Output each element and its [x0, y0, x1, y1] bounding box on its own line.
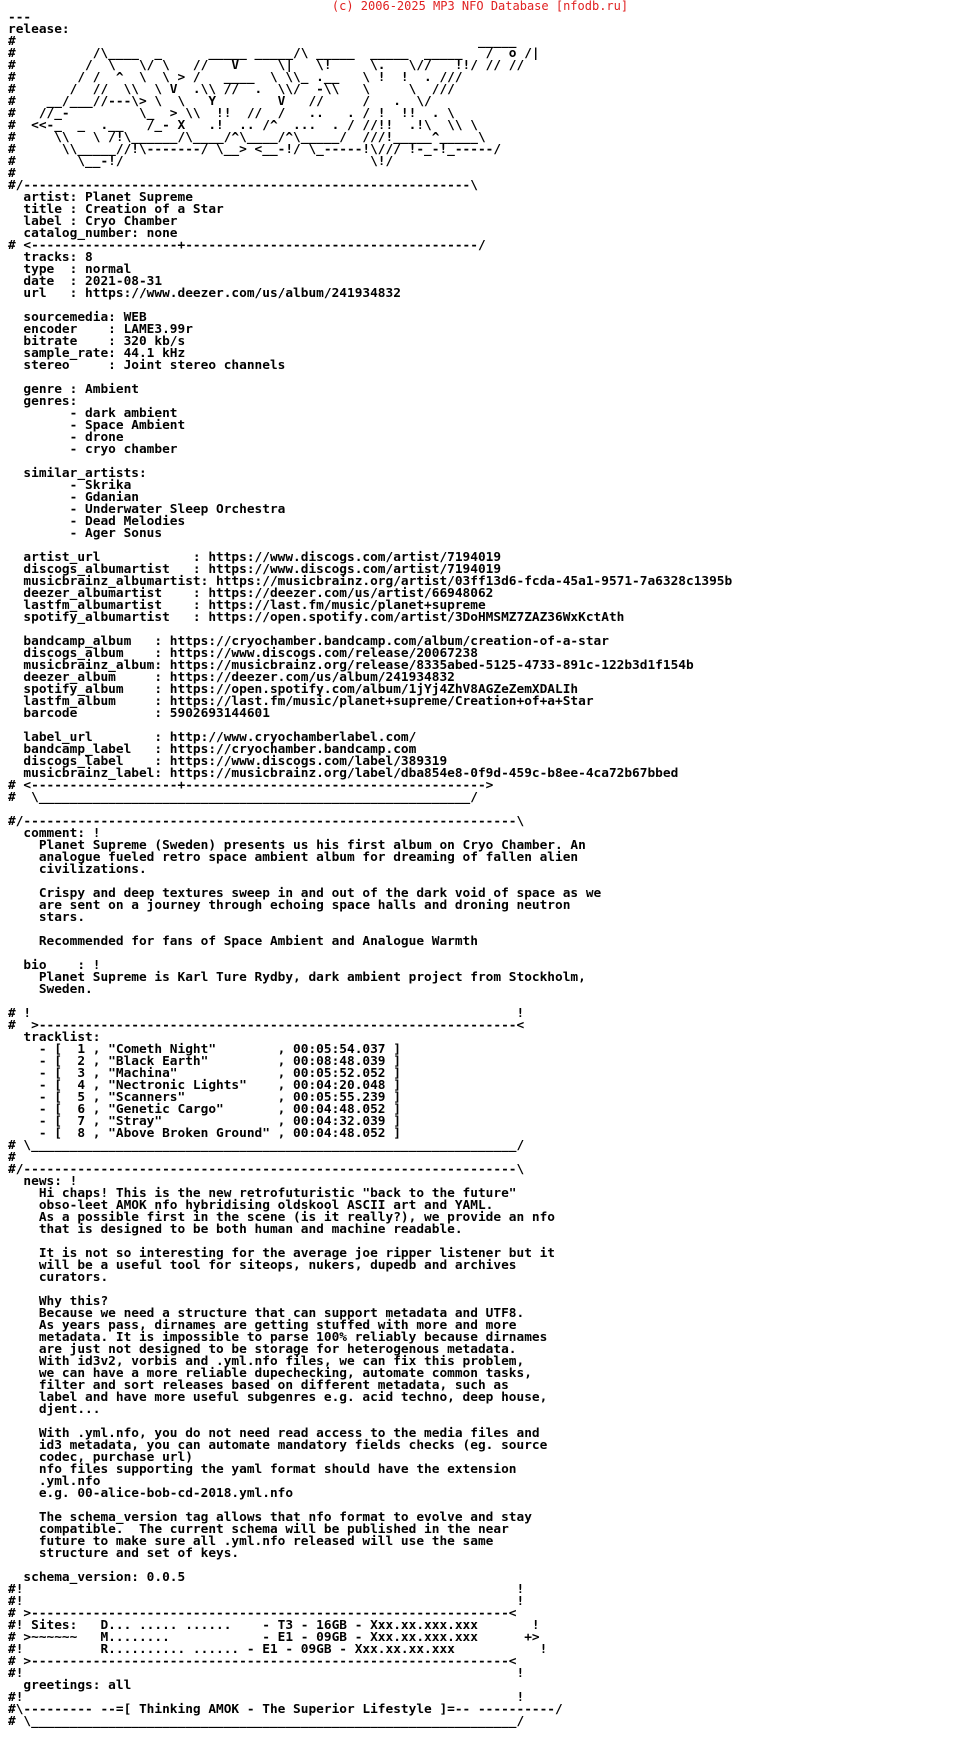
nfo-line: that is designed to be both human and machine readable. [8, 1222, 463, 1237]
nfo-line: release: [8, 22, 70, 37]
nfo-line: lastfm_album : https://last.fm/music/planet+supreme/Creation+of+a+Star [8, 694, 594, 709]
nfo-line: #! ! [8, 1690, 525, 1705]
nfo-line: analogue fueled retro space ambient album for dreaming of fallen alien [8, 850, 579, 865]
nfo-line: deezer_album : https://deezer.com/us/album/241934832 [8, 670, 455, 685]
nfo-line: artist_url : https://www.discogs.com/artist/7194019 [8, 550, 502, 565]
nfo-line: we can have a more reliable dupechecking, automate common tasks, [8, 1366, 532, 1381]
nfo-line: musicbrainz_albumartist: https://musicbrainz.org/artist/03ff13d6-fcda-45a1-9571-7a6328c1395b [8, 574, 733, 589]
nfo-line: sample_rate: 44.1 kHz [8, 346, 186, 361]
nfo-line: #! ! [8, 1594, 525, 1609]
nfo-line: # [8, 166, 16, 181]
nfo-line: # \__-!/ \!/ [8, 154, 394, 169]
nfo-line: With id3v2, vorbis and .yml.nfo files, we can fix this problem, [8, 1354, 525, 1369]
nfo-line: - [ 1 , "Cometh Night" , 00:05:54.037 ] [8, 1042, 401, 1057]
nfo-line: lastfm_albumartist : https://last.fm/music/planet+supreme [8, 598, 486, 613]
nfo-line: e.g. 00-alice-bob-cd-2018.yml.nfo [8, 1486, 294, 1501]
nfo-line: # >~~~~~~ M........ - E1 - 09GB - Xxx.xx.xxx.xxx +> [8, 1630, 540, 1645]
nfo-line: - [ 3 , "Machina" , 00:05:52.052 ] [8, 1066, 401, 1081]
nfo-line: # ! ! [8, 1006, 525, 1021]
nfo-line: tracklist: [8, 1030, 101, 1045]
nfo-line: #/----------------------------------------------------------------\ [8, 1162, 525, 1177]
nfo-line: #/----------------------------------------------------------\ [8, 178, 478, 193]
nfo-line: - [ 6 , "Genetic Cargo" , 00:04:48.052 ] [8, 1102, 401, 1117]
nfo-line: - Dead Melodies [8, 514, 186, 529]
nfo-line: - [ 7 , "Stray" , 00:04:32.039 ] [8, 1114, 401, 1129]
nfo-line: Hi chaps! This is the new retrofuturistic "back to the future" [8, 1186, 517, 1201]
nfo-line: #! ! [8, 1666, 525, 1681]
nfo-line: .yml.nfo [8, 1474, 101, 1489]
nfo-line: bandcamp_label : https://cryochamber.bandcamp.com [8, 742, 417, 757]
nfo-line: spotify_album : https://open.spotify.com/album/1jYj4ZhV8AGZeZemXDALIh [8, 682, 579, 697]
nfo-line: # <-------------------+---------------------------------------> [8, 778, 494, 793]
nfo-line: discogs_album : https://www.discogs.com/release/20067238 [8, 646, 478, 661]
nfo-line: id3 metadata, you can automate mandatory fields checks (eg. source [8, 1438, 548, 1453]
nfo-line: - [ 2 , "Black Earth" , 00:08:48.039 ] [8, 1054, 401, 1069]
nfo-line: curators. [8, 1270, 109, 1285]
nfo-line: # / / ^ \ \ > / ____ \ \\_ .__ \ ! ! . /// [8, 70, 463, 85]
nfo-line: Because we need a structure that can support metadata and UTF8. [8, 1306, 525, 1321]
nfo-line: # <-------------------+--------------------------------------/ [8, 238, 486, 253]
nfo-line: # / // \\ \ V .\\ // . \\/ -\\ \ \ /// [8, 82, 455, 97]
nfo-line: sourcemedia: WEB [8, 310, 147, 325]
nfo-line: #/----------------------------------------------------------------\ [8, 814, 525, 829]
nfo-line: comment: ! [8, 826, 101, 841]
nfo-line: # \_______________________________________________________________/ [8, 1714, 525, 1729]
nfo-line: - [ 4 , "Nectronic Lights" , 00:04:20.048 ] [8, 1078, 401, 1093]
nfo-line: encoder : LAME3.99r [8, 322, 193, 337]
nfo-line: #! R.......... ...... - E1 - 09GB - Xxx.xx.xx.xxx ! [8, 1642, 548, 1657]
nfo-line: artist: Planet Supreme [8, 190, 193, 205]
nfo-line: spotify_albumartist : https://open.spotify.com/artist/3DoHMSMZ7ZAZ36WxKctAth [8, 610, 625, 625]
nfo-line: obso-leet AMOK nfo hybridising oldskool ASCII art and YAML. [8, 1198, 494, 1213]
nfo-line: bio : ! [8, 958, 101, 973]
nfo-line: # [8, 1150, 16, 1165]
nfo-line: # >--------------------------------------------------------------< [8, 1606, 517, 1621]
nfo-line: #! ! [8, 1582, 525, 1597]
nfo-line: It is not so interesting for the average joe ripper listener but it [8, 1246, 556, 1261]
nfo-line: Recommended for fans of Space Ambient and Analogue Warmth [8, 934, 478, 949]
nfo-line: Crispy and deep textures sweep in and out of the dark void of space as we [8, 886, 602, 901]
nfo-line: label : Cryo Chamber [8, 214, 178, 229]
nfo-line: - Gdanian [8, 490, 139, 505]
nfo-line: date : 2021-08-31 [8, 274, 163, 289]
nfo-line: metadata. It is impossible to parse 100% reliably because dirnames [8, 1330, 548, 1345]
nfo-line: Sweden. [8, 982, 93, 997]
nfo-line: Planet Supreme (Sweden) presents us his first album on Cryo Chamber. An [8, 838, 586, 853]
nfo-line: stereo : Joint stereo channels [8, 358, 286, 373]
nfo-line: Planet Supreme is Karl Ture Rydby, dark ambient project from Stockholm, [8, 970, 586, 985]
nfo-line: barcode : 5902693144601 [8, 706, 270, 721]
nfo-line: type : normal [8, 262, 132, 277]
nfo-line: - [ 8 , "Above Broken Ground" , 00:04:48.052 ] [8, 1126, 401, 1141]
nfo-line: #\--------- --=[ Thinking AMOK - The Superior Lifestyle ]=-- ----------/ [8, 1702, 563, 1717]
nfo-line: schema_version: 0.0.5 [8, 1570, 186, 1585]
nfo-line: structure and set of keys. [8, 1546, 240, 1561]
nfo-line: - Space Ambient [8, 418, 186, 433]
nfo-line: filter and sort releases based on different metadata, such as [8, 1378, 509, 1393]
nfo-line: genre : Ambient [8, 382, 139, 397]
nfo-line: musicbrainz_album: https://musicbrainz.org/release/8335abed-5125-4733-891c-122b3d1f154b [8, 658, 694, 673]
nfo-line: Why this? [8, 1294, 109, 1309]
nfo-line: # \_______________________________________________________________/ [8, 1138, 525, 1153]
nfo-line: - cryo chamber [8, 442, 178, 457]
nfo-line: url : https://www.deezer.com/us/album/241934832 [8, 286, 401, 301]
nfo-line: - Underwater Sleep Orchestra [8, 502, 286, 517]
nfo-line: - Skrika [8, 478, 132, 493]
nfo-line: title : Creation of a Star [8, 202, 224, 217]
nfo-line: label_url : http://www.cryochamberlabel.com/ [8, 730, 417, 745]
nfo-line: codec, purchase url) [8, 1450, 193, 1465]
nfo-line: # \\ \ /!\______/\____/^\____/^\_____/ ///!_____^_____\ [8, 130, 486, 145]
nfo-line: similar_artists: [8, 466, 147, 481]
nfo-line: djent... [8, 1402, 101, 1417]
nfo-line: # //_- \_ > \\ !! // / .. . / ! !! . \ [8, 106, 455, 121]
nfo-line: # <<-_ _ .__ /_- X .! .. /^ ... . / //!! .!\ \\ \ [8, 118, 478, 133]
nfo-line: - [ 5 , "Scanners" , 00:05:55.239 ] [8, 1090, 401, 1105]
nfo-line: --- [8, 10, 32, 25]
nfo-line: deezer_albumartist : https://deezer.com/us/artist/66948062 [8, 586, 494, 601]
nfo-line: label and have more useful subgenres e.g. acid techno, deep house, [8, 1390, 548, 1405]
nfo-line: #! Sites: D... ..... ...... - T3 - 16GB - Xxx.xx.xxx.xxx ! [8, 1618, 540, 1633]
nfo-line: # /\____ _ _____ _____/\ _____ _____ _____ / o /| [8, 46, 540, 61]
nfo-line: news: ! [8, 1174, 78, 1189]
nfo-line: are just not designed to be storage for heterogenous metadata. [8, 1342, 517, 1357]
nfo-line: catalog_number: none [8, 226, 178, 241]
copyright-header: (c) 2006-2025 MP3 NFO Database [nfodb.ru] [331, 0, 629, 13]
nfo-line: # \________________________________________________________/ [8, 790, 478, 805]
nfo-line: # \\_____//!\-------/ \__> <__-!/ \_-----!\/// !-_-!_-----/ [8, 142, 502, 157]
nfo-line: - drone [8, 430, 124, 445]
nfo-line: As years pass, dirnames are getting stuffed with more and more [8, 1318, 517, 1333]
nfo-line: stars. [8, 910, 86, 925]
nfo-line: musicbrainz_label: https://musicbrainz.org/label/dba854e8-0f9d-459c-b8ee-4ca72b67bbed [8, 766, 679, 781]
nfo-line: discogs_label : https://www.discogs.com/label/389319 [8, 754, 448, 769]
nfo-line: # __/___//---\> \ \ Y V // / . \/ [8, 94, 432, 109]
nfo-line: The schema_version tag allows that nfo format to evolve and stay [8, 1510, 532, 1525]
nfo-line: tracks: 8 [8, 250, 93, 265]
nfo-line: future to make sure all .yml.nfo released will use the same [8, 1534, 494, 1549]
nfo-line: As a possible first in the scene (is it really?), we provide an nfo [8, 1210, 556, 1225]
nfo-line: bitrate : 320 kb/s [8, 334, 186, 349]
nfo-line: # >--------------------------------------------------------------< [8, 1654, 517, 1669]
nfo-line: bandcamp_album : https://cryochamber.bandcamp.com/album/creation-of-a-star [8, 634, 609, 649]
nfo-line: civilizations. [8, 862, 147, 877]
nfo-line: will be a useful tool for siteops, nukers, dupedb and archives [8, 1258, 517, 1273]
nfo-line: are sent on a journey through echoing space halls and droning neutron [8, 898, 571, 913]
nfo-line: nfo files supporting the yaml format should have the extension [8, 1462, 517, 1477]
nfo-line: compatible. The current schema will be published in the near [8, 1522, 509, 1537]
nfo-line: - dark ambient [8, 406, 178, 421]
nfo-line: # _____ [8, 34, 517, 49]
nfo-line: genres: [8, 394, 78, 409]
nfo-line: # / \ \/ \ // V \| \! \. \// !!/ // // [8, 58, 525, 73]
nfo-line: discogs_albumartist : https://www.discogs.com/artist/7194019 [8, 562, 502, 577]
nfo-text-body [8, 12, 732, 1728]
nfo-line: - Ager Sonus [8, 526, 163, 541]
nfo-line: # >--------------------------------------------------------------< [8, 1018, 525, 1033]
nfo-line: With .yml.nfo, you do not need read access to the media files and [8, 1426, 540, 1441]
nfo-line: greetings: all [8, 1678, 132, 1693]
